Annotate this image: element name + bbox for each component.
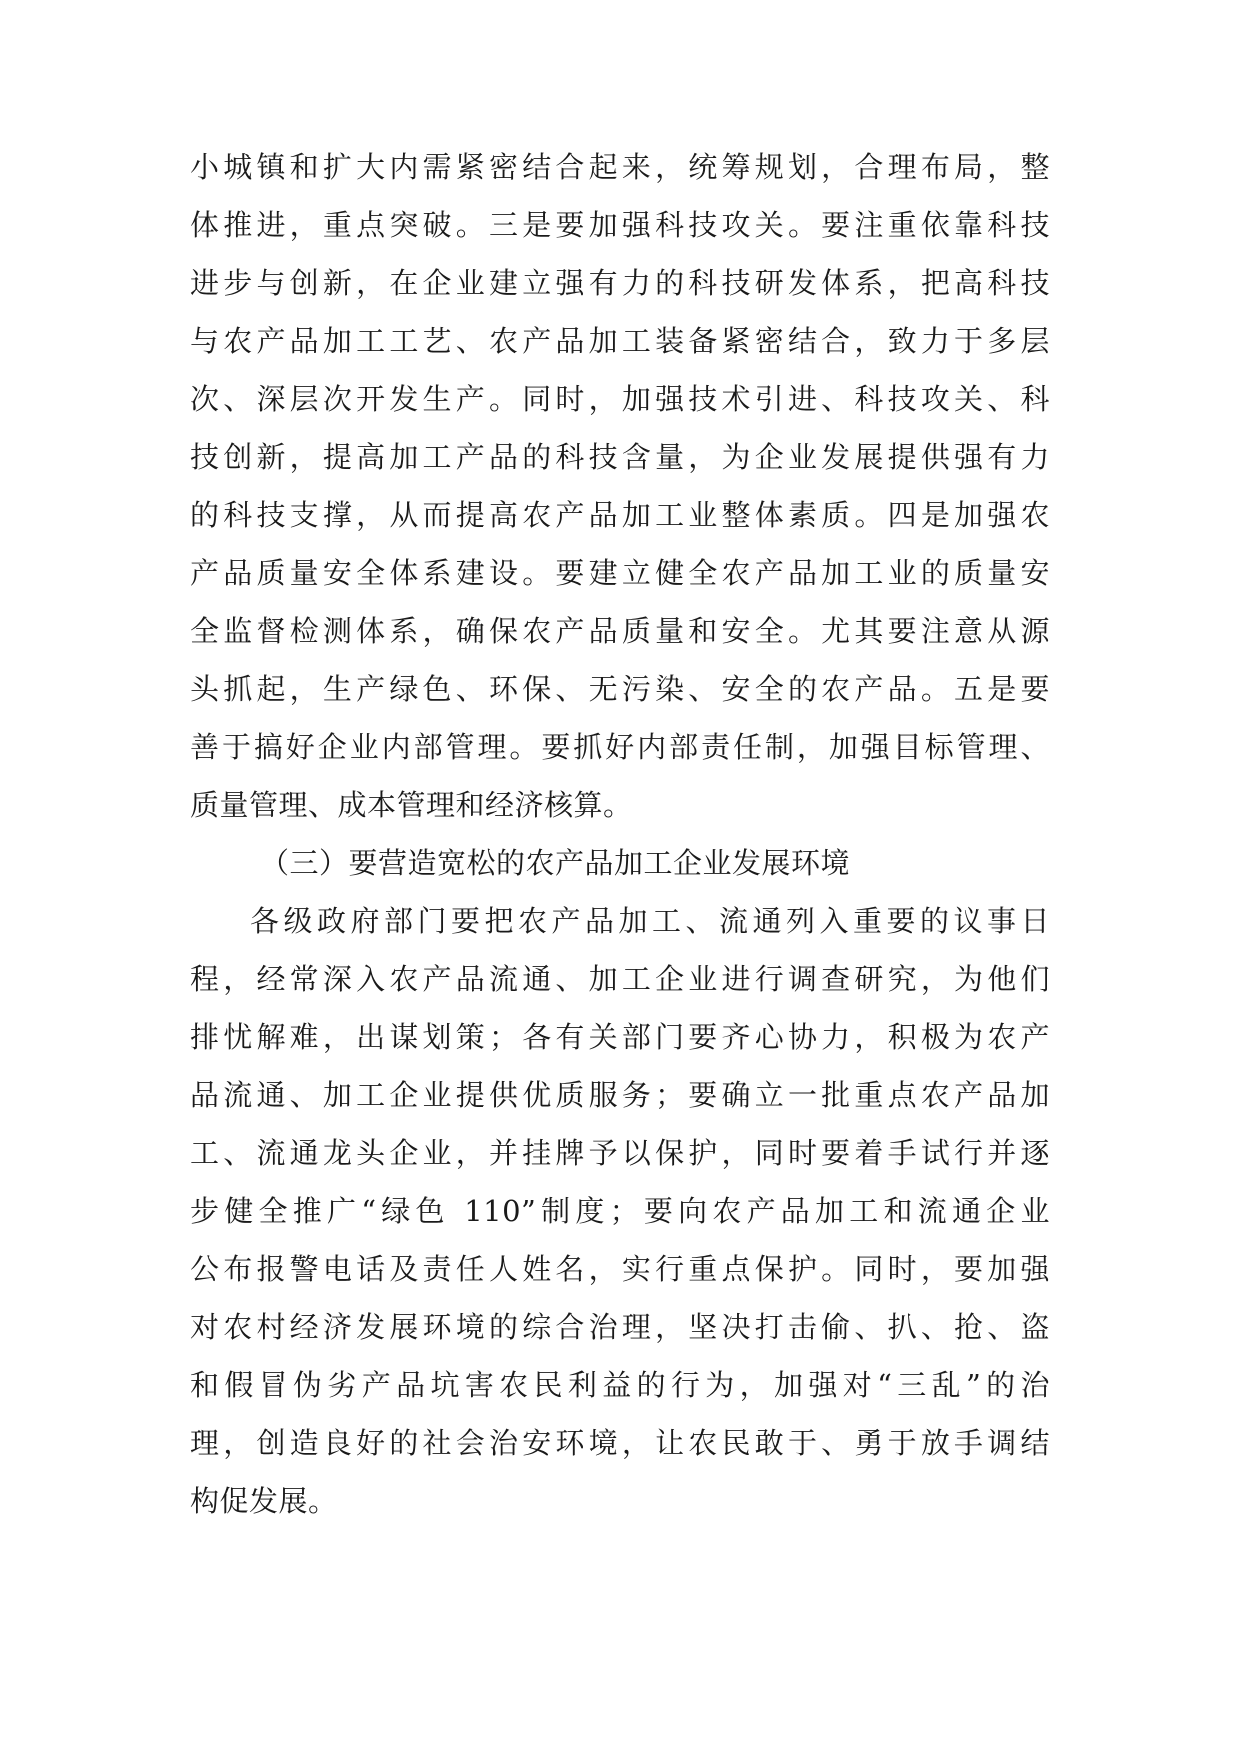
paragraph-line: 程，经常深入农产品流通、加工企业进行调查研究，为他们: [190, 962, 1050, 996]
paragraph-line: 技创新，提高加工产品的科技含量，为企业发展提供强有力: [190, 440, 1050, 474]
paragraph-line: 与农产品加工工艺、农产品加工装备紧密结合，致力于多层: [190, 324, 1050, 358]
paragraph-line: 善于搞好企业内部管理。要抓好内部责任制，加强目标管理、: [190, 730, 1050, 764]
paragraph-line: 产品质量安全体系建设。要建立健全农产品加工业的质量安: [190, 556, 1050, 590]
paragraph-line: 各级政府部门要把农产品加工、流通列入重要的议事日: [250, 904, 1050, 938]
paragraph-line: 小城镇和扩大内需紧密结合起来，统筹规划，合理布局，整: [190, 150, 1050, 184]
paragraph-line: 对农村经济发展环境的综合治理，坚决打击偷、扒、抢、盗: [190, 1310, 1050, 1344]
paragraph-line: 步健全推广“绿色 110”制度；要向农产品加工和流通企业: [190, 1194, 1050, 1228]
section-heading: （三）要营造宽松的农产品加工企业发展环境: [260, 846, 851, 880]
paragraph-line: 进步与创新，在企业建立强有力的科技研发体系，把高科技: [190, 266, 1050, 300]
paragraph-line: 构促发展。: [190, 1484, 338, 1518]
document-body: [190, 138, 1050, 1530]
paragraph-line: 头抓起，生产绿色、环保、无污染、安全的农产品。五是要: [190, 672, 1050, 706]
paragraph-line: 的科技支撑，从而提高农产品加工业整体素质。四是加强农: [190, 498, 1050, 532]
paragraph-line: 质量管理、成本管理和经济核算。: [190, 788, 633, 822]
paragraph-line: 和假冒伪劣产品坑害农民利益的行为，加强对“三乱”的治: [190, 1368, 1050, 1402]
paragraph-line: 体推进，重点突破。三是要加强科技攻关。要注重依靠科技: [190, 208, 1050, 242]
paragraph-1: [190, 138, 1050, 834]
paragraph-line: 理，创造良好的社会治安环境，让农民敢于、勇于放手调结: [190, 1426, 1050, 1460]
paragraph-2: [190, 892, 1050, 1530]
paragraph-line: 公布报警电话及责任人姓名，实行重点保护。同时，要加强: [190, 1252, 1050, 1286]
paragraph-line: 品流通、加工企业提供优质服务；要确立一批重点农产品加: [190, 1078, 1050, 1112]
paragraph-line: 工、流通龙头企业，并挂牌予以保护，同时要着手试行并逐: [190, 1136, 1050, 1170]
paragraph-line: 次、深层次开发生产。同时，加强技术引进、科技攻关、科: [190, 382, 1050, 416]
paragraph-line: 排忧解难，出谋划策；各有关部门要齐心协力，积极为农产: [190, 1020, 1050, 1054]
paragraph-line: 全监督检测体系，确保农产品质量和安全。尤其要注意从源: [190, 614, 1050, 648]
